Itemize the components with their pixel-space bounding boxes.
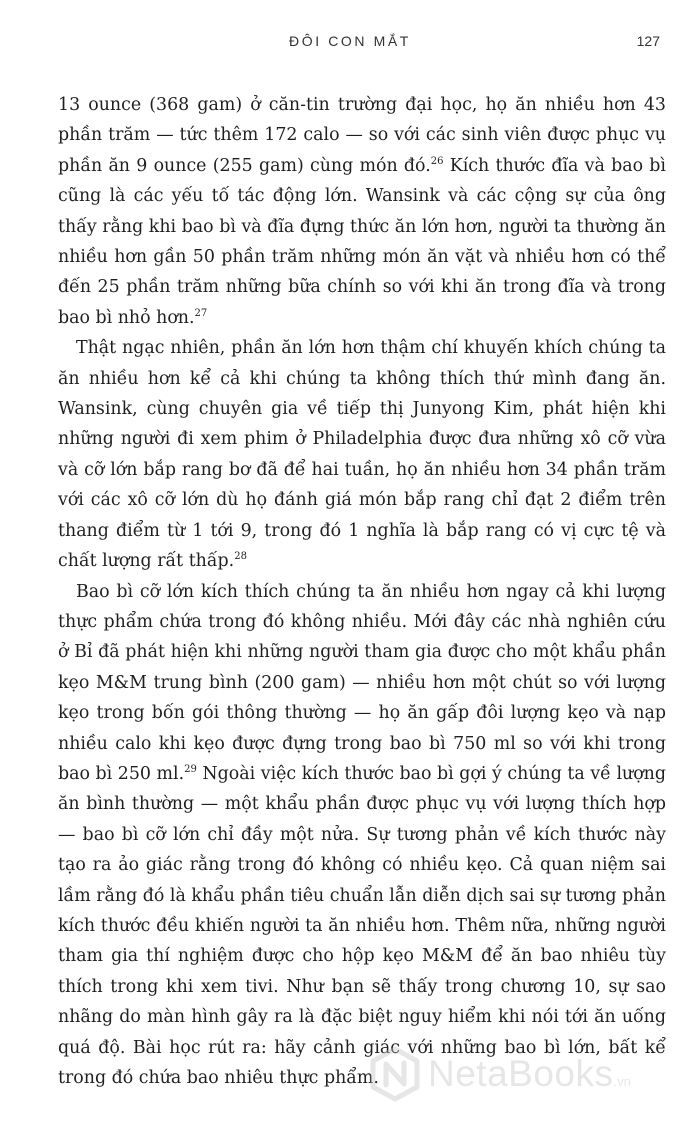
paragraph-text: 13 ounce (368 gam) ở căn-tin trường đại học, họ ăn nhiều hơn 43 phần trăm — tức thêm 172 calo — so với các sinh viên được phục vụ phần ăn 9 ounce (255 gam) cùng món đó.: [58, 95, 666, 176]
paragraph-3: [58, 577, 666, 1094]
paragraph-text: Bao bì cỡ lớn kích thích chúng ta ăn nhiều hơn ngay cả khi lượng thực phẩm chứa trong đó không nhiều. Mới đây các nhà nghiên cứu ở Bỉ đã phát hiện khi những người tham gia được cho một khẩu phần kẹo M&M trung bình (200 gam) — nhiều hơn một chút so với lượng kẹo trong bốn gói thông thường — họ ăn gấp đôi lượng kẹo và nạp nhiều calo khi kẹo được đựng trong bao bì 750 ml so với khi trong bao bì 250 ml.: [58, 581, 666, 784]
running-header: [0, 33, 700, 53]
body-text: [58, 90, 666, 1093]
chapter-title: ĐÔI CON MẮT: [289, 33, 411, 49]
watermark-text: [428, 1052, 631, 1104]
paragraph-2: [58, 333, 666, 576]
paragraph-text: Thật ngạc nhiên, phần ăn lớn hơn thậm chí khuyến khích chúng ta ăn nhiều hơn kể cả khi chúng ta không thích thứ mình đang ăn. Wansink, cùng chuyên gia về tiếp thị Junyong Kim, phát hiện khi những người đi xem phim ở Philadelphia được đưa những xô cỡ vừa và cỡ lớn bắp rang bơ đã để hai tuần, họ ăn nhiều hơn 34 phần trăm với các xô cỡ lớn dù họ đánh giá món bắp rang chỉ đạt 2 điểm trên thang điểm từ 1 tới 9, trong đó 1 nghĩa là bắp rang có vị cực tệ và chất lượng rất thấp.: [58, 338, 666, 572]
footnote-ref-27: 27: [194, 307, 208, 319]
paragraph-1: [58, 90, 666, 333]
watermark-brand: NetaBooks: [428, 1053, 614, 1094]
footnote-ref-28: 28: [234, 551, 247, 563]
paragraph-text: Ngoài việc kích thước bao bì gợi ý chúng ta về lượng ăn bình thường — một khẩu phần được phục vụ với lượng thích hợp — bao bì cỡ lớn chỉ đầy một nửa. Sự tương phản về kích thước này tạo ra ảo giác rằng trong đó không có nhiều kẹo. Cả quan niệm sai lầm rằng đó là khẩu phần tiêu chuẩn lẫn diễn dịch sai sự tương phản kích thước đều khiến người ta ăn nhiều hơn. Thêm nữa, những người tham gia thí nghiệm được cho hộp kẹo M&M để ăn bao nhiêu tùy thích trong khi xem tivi. Như bạn sẽ thấy trong chương 10, sự sao nhãng do màn hình gây ra là đặc biệt nguy hiểm khi nói tới ăn uống quá độ. Bài học rút ra: hãy cảnh giác với những bao bì lớn, bất kể trong đó chứa bao nhiêu thực phẩm.: [58, 763, 667, 1088]
footnote-ref-26: 26: [430, 155, 444, 167]
page-number: 127: [636, 33, 660, 49]
netabooks-watermark: [368, 1046, 688, 1102]
footnote-ref-29: 29: [184, 763, 197, 775]
paragraph-text: Kích thước đĩa và bao bì cũng là các yếu tố tác động lớn. Wansink và các cộng sự của ông thấy rằng khi bao bì và đĩa đựng thức ăn lớn hơn, người ta thường ăn nhiều hơn gần 50 phần trăm những món ăn vặt và nhiều hơn có thể đến 25 phần trăm những bữa chính so với khi ăn trong đĩa và trong bao bì nhỏ hơn.: [58, 155, 666, 328]
watermark-suffix: .vn: [613, 1074, 631, 1089]
netabooks-logo-icon: [368, 1046, 422, 1102]
